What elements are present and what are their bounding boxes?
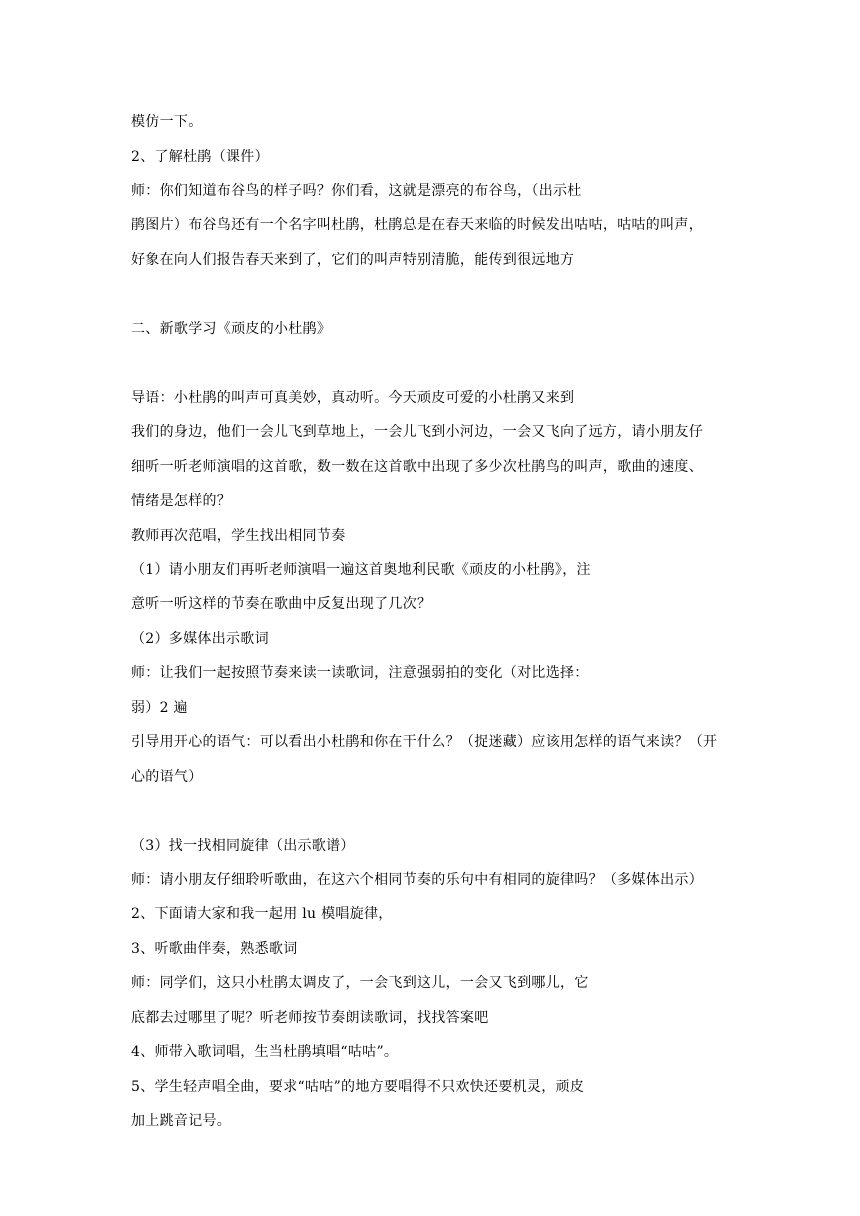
text-line: 3、听歌曲伴奏，熟悉歌词 [131,941,298,957]
text-line: 意听一听这样的节奏在歌曲中反复出现了几次？ [131,596,432,612]
text-line: 鹃图片）布谷鸟还有一个名字叫杜鹃，杜鹃总是在春天来临的时候发出咕咕，咕咕的叫声， [131,217,703,233]
text-line: （3）找一找相同旋律（出示歌谱） [131,838,355,854]
text-line: 2、下面请大家和我一起用 lu 模唱旋律， [131,906,393,922]
text-line: 弱）2 遍 [131,700,188,716]
text-line: 加上跳音记号。 [131,1113,232,1129]
text-line: 我们的身边，他们一会儿飞到草地上，一会儿飞到小河边，一会又飞向了远方，请小朋友仔 [131,424,703,440]
text-line: 心的语气） [131,769,203,785]
text-line: 5、学生轻声唱全曲，要求“咕咕”的地方要唱得不只欢快还要机灵，顽皮 [131,1079,585,1095]
text-line: 师：请小朋友仔细聆听歌曲，在这六个相同节奏的乐句中有相同的旋律吗？（多媒体出示） [131,872,703,888]
text-line: 师：同学们，这只小杜鹃太调皮了，一会飞到这儿，一会又飞到哪儿，它 [131,975,589,991]
text-line: 情绪是怎样的？ [131,493,232,509]
section-heading: 二、新歌学习《顽皮的小杜鹃》 [131,321,332,337]
text-line: 师：让我们一起按照节奏来读一读歌词，注意强弱拍的变化（对比选择： [131,665,589,681]
text-line: 2、了解杜鹃（课件） [131,149,269,165]
text-line: 底都去过哪里了呢？听老师按节奏朗读歌词，找找答案吧 [131,1010,489,1026]
text-line: （2）多媒体出示歌词 [131,631,269,647]
text-line: 好象在向人们报告春天来到了，它们的叫声特别清脆，能传到很远地方 [131,252,575,268]
text-line: 引导用开心的语气：可以看出小杜鹃和你在干什么？（捉迷藏）应该用怎样的语气来读？（开 [131,734,718,750]
text-line: 师：你们知道布谷鸟的样子吗？你们看，这就是漂亮的布谷鸟，（出示杜 [131,183,582,199]
text-line: 4、师带入歌词唱，生当杜鹃填唱“咕咕”。 [131,1044,399,1060]
text-line: 模仿一下。 [131,114,203,130]
text-line: 导语：小杜鹃的叫声可真美妙，真动听。今天顽皮可爱的小杜鹃又来到 [131,390,575,406]
text-line: 教师再次范唱，学生找出相同节奏 [131,528,346,544]
text-line: 细听一听老师演唱的这首歌，数一数在这首歌中出现了多少次杜鹃鸟的叫声，歌曲的速度、 [131,459,703,475]
text-line: （1）请小朋友们再听老师演唱一遍这首奥地利民歌《顽皮的小杜鹃》，注 [131,562,591,578]
